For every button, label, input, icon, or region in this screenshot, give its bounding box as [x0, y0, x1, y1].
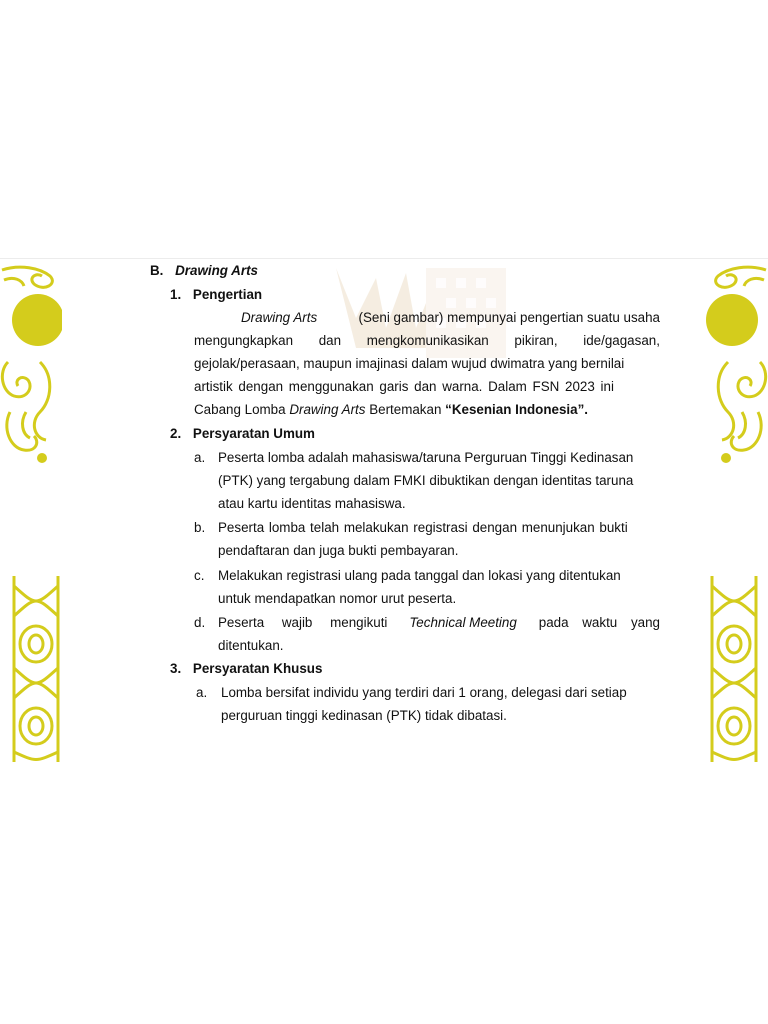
section-heading [150, 262, 258, 280]
paragraph-text: (Seni gambar) mempunyai pengertian suatu usaha [358, 310, 660, 325]
section-letter: B. [150, 263, 164, 278]
paragraph-line [241, 309, 660, 327]
paragraph-word: mengungkapkan [194, 333, 294, 348]
list-item-text: Peserta lomba adalah mahasiswa/taruna Perguruan Tinggi Kedinasan [218, 450, 634, 465]
list-item-text: (PTK) yang tergabung dalam FMKI dibuktikan dengan identitas taruna [218, 473, 634, 488]
list-item-words: pada waktu yang [538, 615, 660, 630]
paragraph-line: gejolak/perasaan, maupun imajinasi dalam wujud dwimatra yang bernilai [194, 356, 625, 371]
paragraph-line: artistik dengan menggunakan garis dan warna. Dalam FSN 2023 ini [194, 379, 614, 394]
section-title: Drawing Arts [175, 263, 258, 278]
list-item-text: atau kartu identitas mahasiswa. [218, 496, 406, 511]
list-item-italic-term: Technical Meeting [409, 615, 517, 630]
list-item-text [218, 614, 660, 632]
subheading-persyaratan-umum [170, 425, 315, 443]
paragraph-text: Bertemakan [369, 402, 442, 417]
paragraph-italic-term: Drawing Arts [289, 402, 366, 417]
list-item-text: untuk mendapatkan nomor urut peserta. [218, 591, 457, 606]
theme-title: “Kesenian Indonesia”. [445, 402, 589, 417]
subheading-number: 1. [170, 287, 182, 302]
paragraph-italic-term: Drawing Arts [241, 310, 318, 325]
subheading-pengertian [170, 286, 262, 304]
list-item-text: ditentukan. [218, 638, 284, 653]
list-item-text: Peserta lomba telah melakukan registrasi dengan menunjukan bukti [218, 520, 628, 535]
subheading-title: Pengertian [192, 287, 263, 302]
subheading-title: Persyaratan Khusus [192, 661, 323, 676]
paragraph-word: pikiran, [514, 333, 558, 348]
list-item-letter: d. [194, 615, 206, 630]
list-item-text: perguruan tinggi kedinasan (PTK) tidak dibatasi. [221, 708, 507, 723]
subheading-number: 2. [170, 426, 182, 441]
list-item-text: Lomba bersifat individu yang terdiri dari 1 orang, delegasi dari setiap [221, 685, 627, 700]
subheading-title: Persyaratan Umum [192, 426, 315, 441]
list-item-letter: b. [194, 520, 206, 535]
subheading-number: 3. [170, 661, 182, 676]
list-item-letter: a. [194, 450, 206, 465]
paragraph-line [194, 401, 588, 419]
subheading-persyaratan-khusus [170, 660, 322, 678]
list-item-text: Melakukan registrasi ulang pada tanggal dan lokasi yang ditentukan [218, 568, 621, 583]
list-item-words: Peserta wajib mengikuti [218, 615, 388, 630]
paragraph-word: dan [318, 333, 342, 348]
list-item-letter: c. [194, 568, 205, 583]
paragraph-text: Cabang Lomba [194, 402, 286, 417]
paragraph-word: ide/gagasan, [583, 333, 660, 348]
paragraph-line [194, 332, 660, 350]
paragraph-word: mengkomunikasikan [366, 333, 489, 348]
list-item-letter: a. [196, 685, 208, 700]
list-item-text: pendaftaran dan juga bukti pembayaran. [218, 543, 459, 558]
